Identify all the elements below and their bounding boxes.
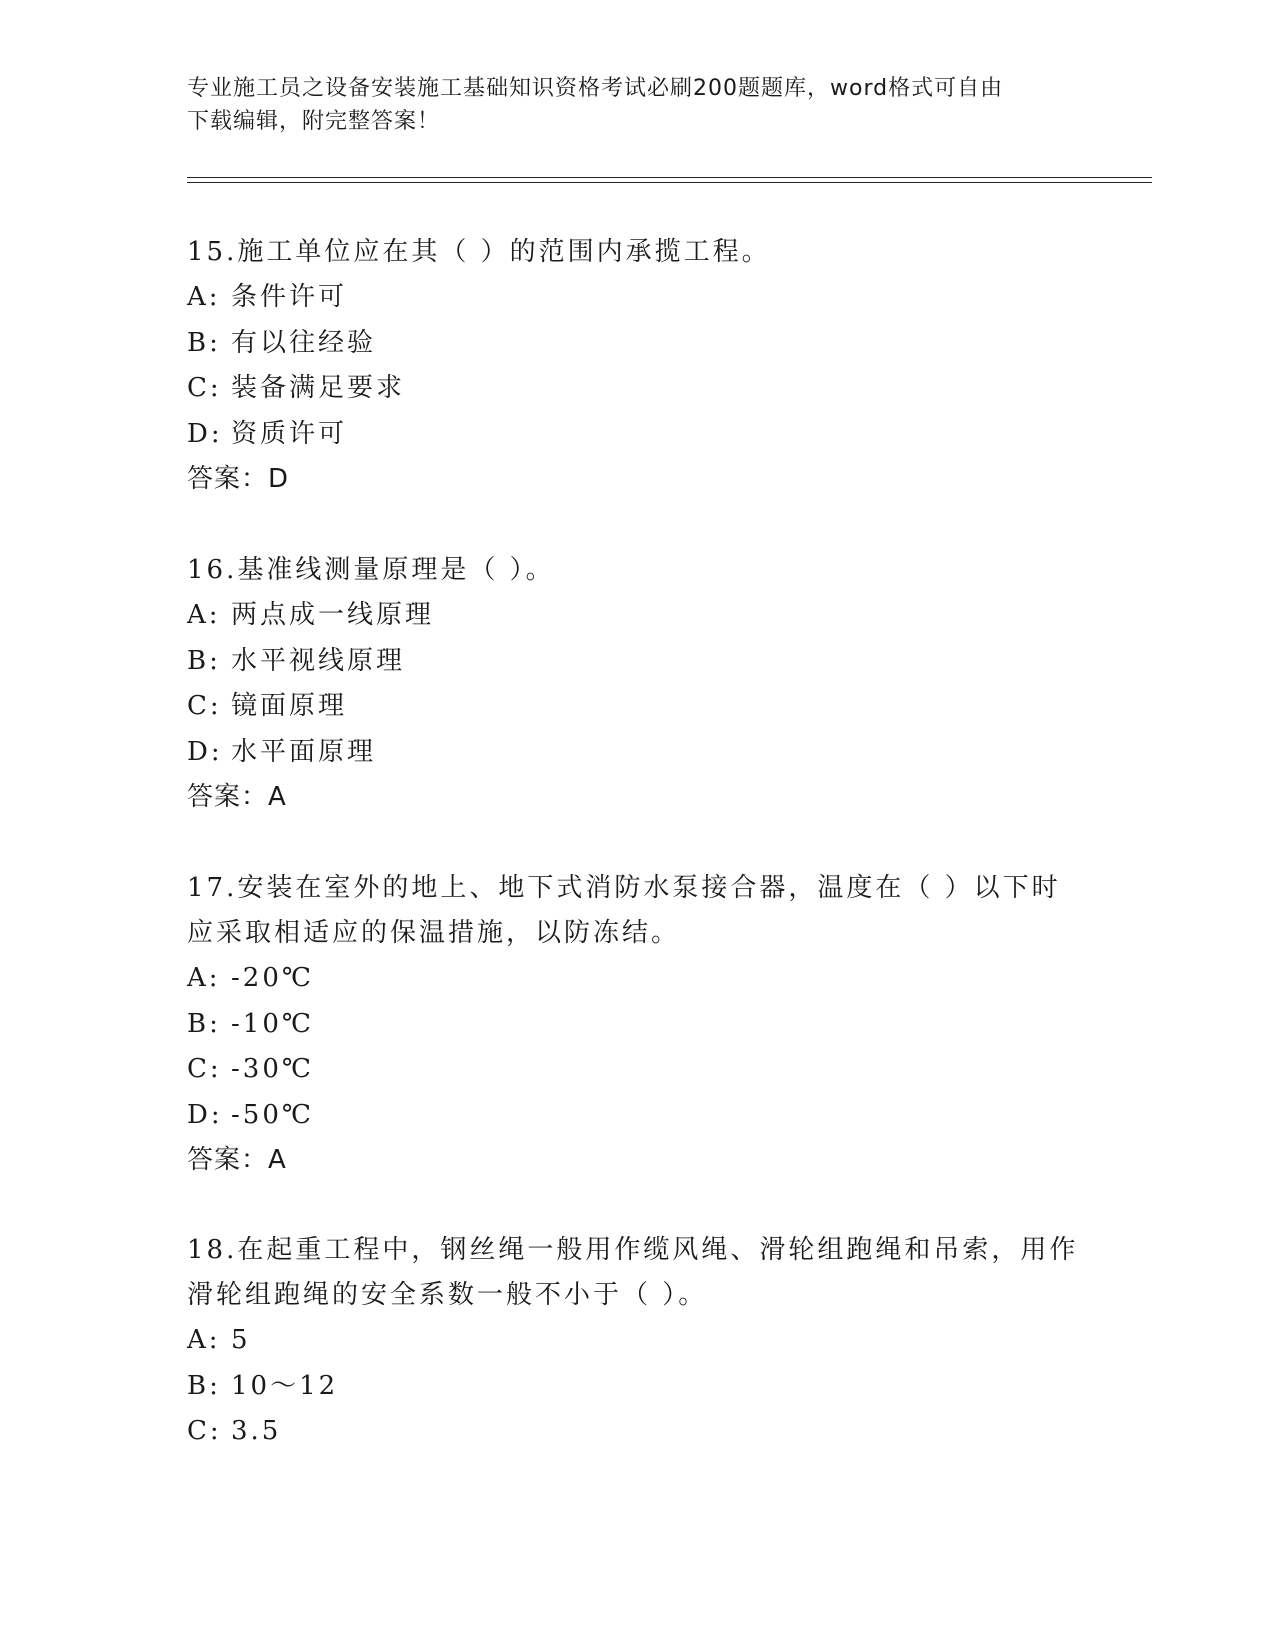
option-letter: C:: [187, 373, 222, 403]
option-letter: B:: [187, 1370, 221, 1401]
option-c: [187, 1409, 1087, 1455]
question-18: [187, 1228, 1087, 1455]
option-c: [187, 1047, 1087, 1093]
option-d: [187, 412, 1087, 458]
option-letter: A:: [187, 600, 221, 630]
option-a: [187, 956, 1087, 1002]
header-divider-bottom: [187, 182, 1152, 183]
option-letter: B:: [187, 1008, 221, 1039]
question-17: [187, 866, 1087, 1183]
option-text: 装备满足要求: [231, 373, 406, 403]
option-text: 有以往经验: [231, 327, 377, 358]
option-letter: C:: [187, 691, 222, 721]
question-stem: 15.施工单位应在其（ ）的范围内承揽工程。: [187, 237, 771, 267]
option-c: [187, 684, 1087, 730]
header-divider-top: [187, 177, 1152, 178]
answer-line: 答案：A: [187, 1145, 287, 1175]
option-letter: D:: [187, 1099, 223, 1130]
option-b: [187, 639, 1087, 685]
option-a: [187, 275, 1087, 321]
option-b: [187, 1364, 1087, 1410]
option-text: -20℃: [231, 963, 314, 993]
option-a: [187, 593, 1087, 639]
option-text: 10～12: [231, 1370, 339, 1401]
option-text: 镜面原理: [231, 691, 348, 721]
option-letter: B:: [187, 645, 221, 676]
option-text: 条件许可: [231, 282, 348, 312]
question-16: [187, 548, 1087, 820]
option-text: -50℃: [231, 1099, 314, 1130]
option-d: [187, 1093, 1087, 1139]
option-d: [187, 730, 1087, 776]
header-line-2: 下载编辑，附完整答案！: [187, 109, 441, 134]
option-text: -30℃: [231, 1054, 314, 1084]
header-line-1: 专业施工员之设备安装施工基础知识资格考试必刷200题题库，word格式可自由: [187, 76, 1004, 101]
option-text: 两点成一线原理: [231, 600, 435, 630]
option-text: -10℃: [231, 1008, 314, 1039]
option-letter: C:: [187, 1416, 222, 1446]
option-letter: B:: [187, 327, 221, 358]
option-text: 5: [231, 1325, 251, 1355]
option-b: [187, 321, 1087, 367]
option-a: [187, 1318, 1087, 1364]
question-stem: 17.安装在室外的地上、地下式消防水泵接合器，温度在（ ）以下时应采取相适应的保温措施，以防冻结。: [187, 873, 1061, 948]
option-c: [187, 366, 1087, 412]
option-text: 水平视线原理: [231, 645, 406, 676]
option-letter: A:: [187, 963, 221, 993]
option-letter: D:: [187, 418, 223, 449]
option-letter: C:: [187, 1054, 222, 1084]
option-b: [187, 1002, 1087, 1048]
option-text: 水平面原理: [231, 736, 377, 767]
option-letter: A:: [187, 282, 221, 312]
option-letter: A:: [187, 1325, 221, 1355]
option-text: 资质许可: [231, 418, 348, 449]
answer-line: 答案：A: [187, 782, 287, 812]
question-15: [187, 230, 1087, 502]
question-stem: 16.基准线测量原理是（ ）。: [187, 555, 555, 585]
option-letter: D:: [187, 736, 223, 767]
question-stem: 18.在起重工程中，钢丝绳一般用作缆风绳、滑轮组跑绳和吊索，用作滑轮组跑绳的安全系数一般不小于（ ）。: [187, 1235, 1079, 1310]
option-text: 3.5: [231, 1416, 282, 1446]
answer-line: 答案：D: [187, 464, 290, 494]
document-header: [187, 72, 1067, 138]
